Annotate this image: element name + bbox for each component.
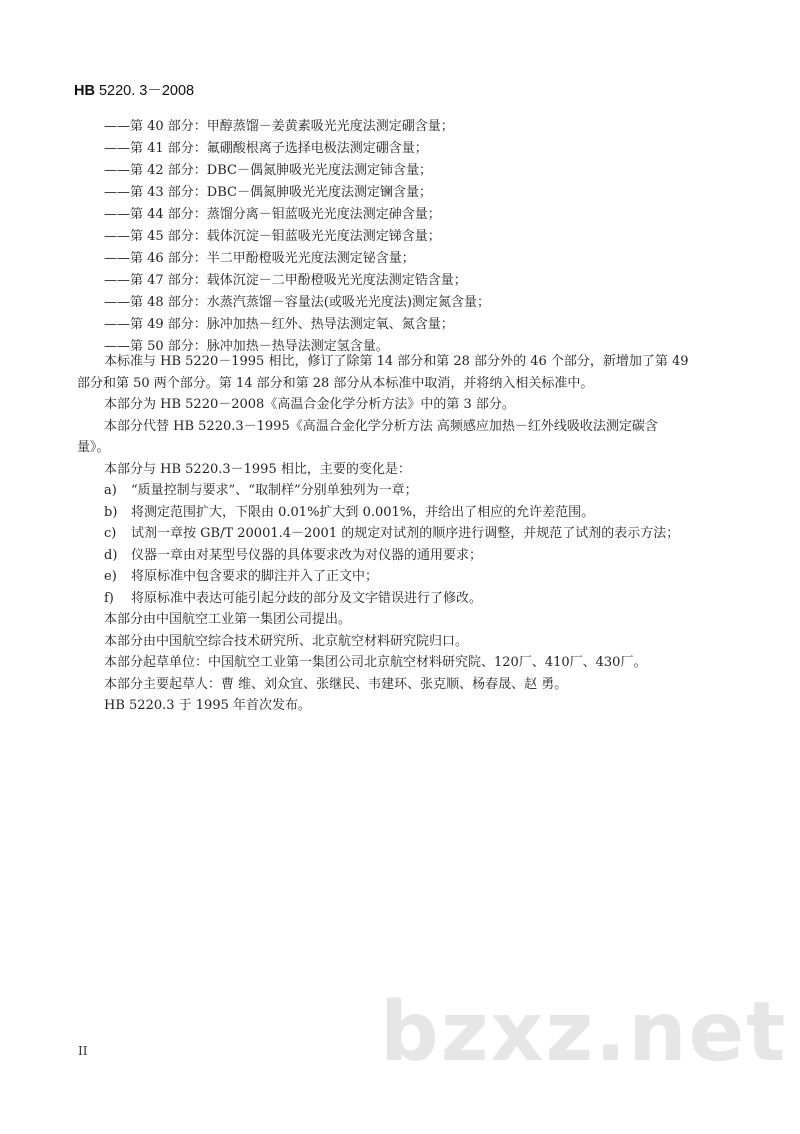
paragraph-first-issue: HB 5220.3 于 1995 年首次发布。 xyxy=(104,698,311,713)
paragraph-revision: 本标准与 HB 5220－1995 相比，修订了除第 14 部分和第 28 部分外的 46 个部分，新增加了第 49 xyxy=(104,354,689,369)
list-item-text: 将原标准中表达可能引起分歧的部分及文字错误进行了修改。 xyxy=(131,590,483,606)
list-item: ——第 47 部分：载体沉淀－二甲酚橙吸光光度法测定锆含量； xyxy=(104,273,467,288)
list-item: ——第 41 部分：氟硼酸根离子选择电极法测定硼含量； xyxy=(104,141,428,156)
list-item: ——第 42 部分：DBC－偶氮胂吸光光度法测定铈含量； xyxy=(104,163,432,178)
paragraph-drafting-units: 本部分起草单位：中国航空工业第一集团公司北京航空材料研究院、120厂、410厂、430厂。 xyxy=(104,655,647,670)
body-text xyxy=(77,351,724,717)
list-marker: d) xyxy=(104,547,118,563)
list-item: ——第 48 部分：水蒸汽蒸馏－容量法(或吸光光度法)测定氮含量； xyxy=(104,295,490,310)
list-item xyxy=(104,566,724,588)
page-number: II xyxy=(78,1044,88,1058)
list-item-text: 试剂一章按 GB/T 20001.4－2001 的规定对试剂的顺序进行调整，并规范了试剂的表示方法； xyxy=(131,526,680,541)
paragraph-supersedes-cont: 量》。 xyxy=(77,440,110,455)
changes-list xyxy=(104,480,724,609)
list-item: ——第 44 部分：蒸馏分离－钼蓝吸光光度法测定砷含量； xyxy=(104,207,441,222)
list-item-text: 仪器一章由对某型号仪器的具体要求改为对仪器的通用要求； xyxy=(131,547,483,563)
list-item: ——第 45 部分：载体沉淀－钼蓝吸光光度法测定锑含量； xyxy=(104,229,441,244)
paragraph-proposed-by: 本部分由中国航空工业第一集团公司提出。 xyxy=(104,612,352,627)
list-item: ——第 43 部分：DBC－偶氮胂吸光光度法测定镧含量； xyxy=(104,185,432,200)
list-marker: f) xyxy=(104,590,114,606)
paragraph-centralized-by: 本部分由中国航空综合技术研究所、北京航空材料研究院归口。 xyxy=(104,633,469,649)
parts-list xyxy=(104,116,490,358)
standard-code-prefix: HB xyxy=(74,83,95,99)
list-item-text: “质量控制与要求”、“取制样”分别单独列为一章； xyxy=(131,483,418,498)
standard-code-header xyxy=(74,79,194,100)
list-marker: a) xyxy=(104,483,117,498)
list-item: ——第 49 部分：脉冲加热－红外、热导法测定氧、氮含量； xyxy=(104,317,454,332)
paragraph-changes-intro: 本部分与 HB 5220.3－1995 相比，主要的变化是： xyxy=(104,461,411,477)
standard-code-number: 5220. 3－2008 xyxy=(94,83,195,99)
paragraph-drafters: 本部分主要起草人：曹 维、刘众宜、张继民、韦建环、张克顺、杨春晟、赵 勇。 xyxy=(104,676,568,692)
list-item xyxy=(104,545,724,567)
list-marker: e) xyxy=(104,569,117,584)
list-item xyxy=(104,480,724,502)
list-item: ——第 50 部分：脉冲加热－热导法测定氢含量。 xyxy=(104,339,389,354)
list-item xyxy=(104,523,724,545)
paragraph-part-of: 本部分为 HB 5220－2008《高温合金化学分析方法》中的第 3 部分。 xyxy=(104,397,515,412)
paragraph-revision-cont: 部分和第 50 两个部分。第 14 部分和第 28 部分从本标准中取消，并将纳入相关标准中。 xyxy=(77,375,594,391)
list-marker: c) xyxy=(104,526,117,541)
list-item: ——第 40 部分：甲醇蒸馏－姜黄素吸光光度法测定硼含量； xyxy=(104,119,454,134)
list-marker: b) xyxy=(104,504,118,520)
watermark: bzxz.net xyxy=(380,985,788,1080)
list-item-text: 将原标准中包含要求的脚注并入了正文中； xyxy=(131,569,379,584)
list-item xyxy=(104,588,724,610)
list-item xyxy=(104,502,724,524)
list-item-text: 将测定范围扩大，下限由 0.01%扩大到 0.001%，并给出了相应的允许差范围。 xyxy=(131,504,595,520)
list-item: ——第 46 部分：半二甲酚橙吸光光度法测定铋含量； xyxy=(104,251,415,266)
paragraph-supersedes: 本部分代替 HB 5220.3－1995《高温合金化学分析方法 高频感应加热－红外线吸收法测定碳含 xyxy=(104,418,658,434)
